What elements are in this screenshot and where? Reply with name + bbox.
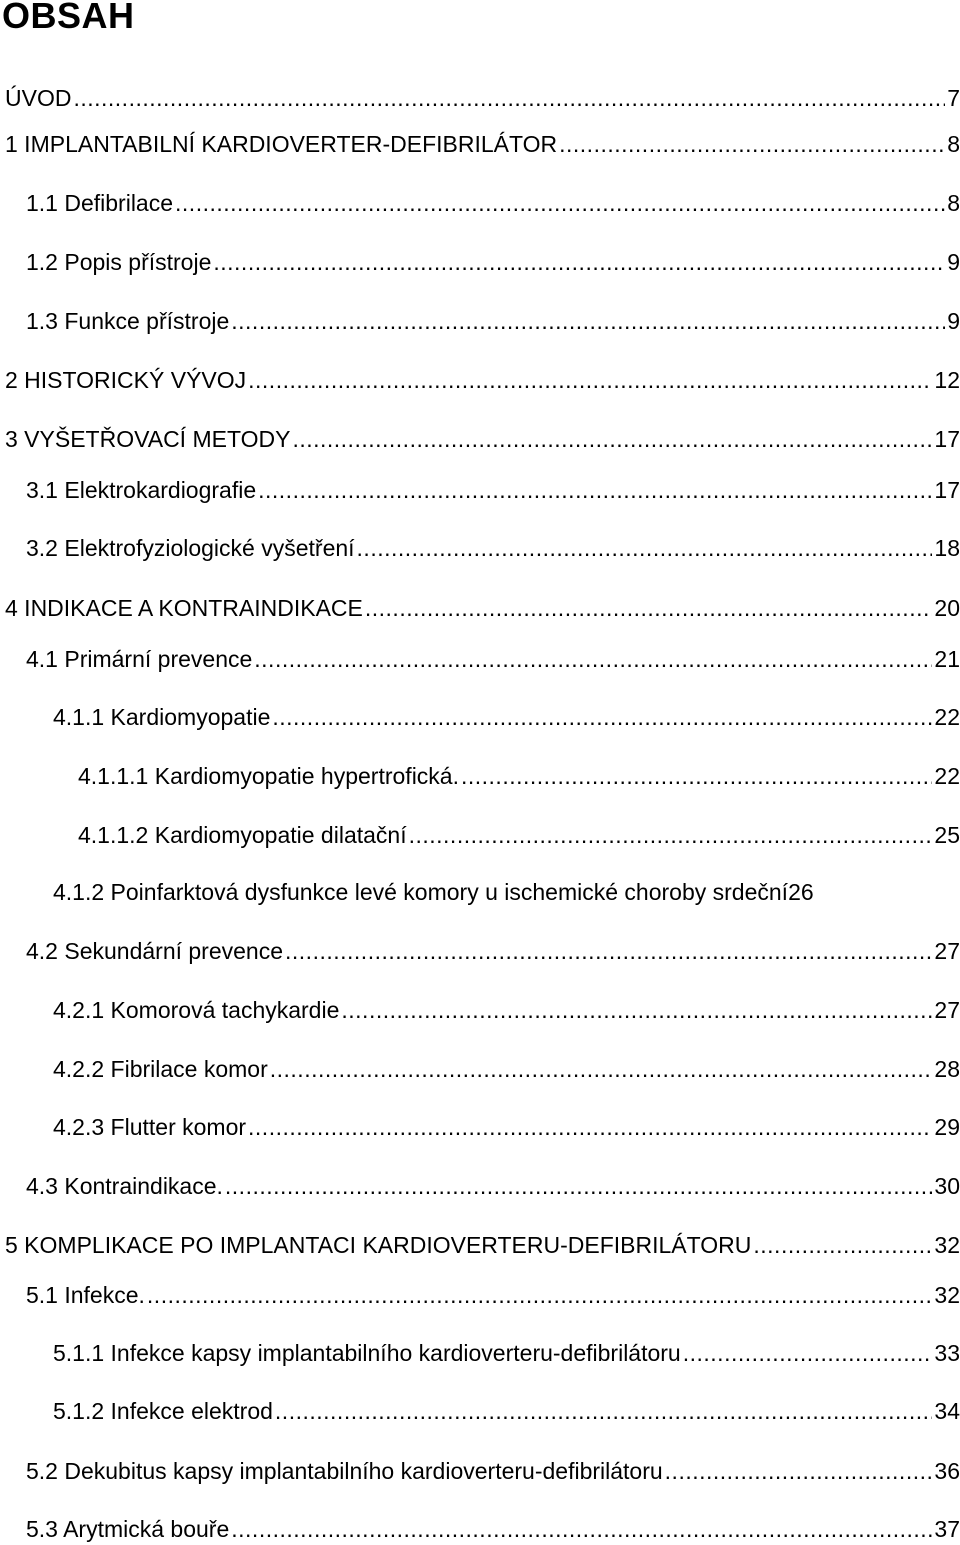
toc-entry-4-2-1[interactable] (53, 994, 960, 1026)
toc-page-number: 29 (934, 1114, 960, 1140)
toc-page-number: 9 (947, 249, 960, 275)
toc-page-number: 22 (934, 704, 960, 730)
toc-entry-label: 4.1.1 Kardiomyopatie (53, 704, 271, 730)
toc-leader-dots (258, 474, 932, 506)
toc-entry-5-1[interactable] (26, 1279, 960, 1311)
toc-entry-3[interactable] (5, 423, 960, 455)
toc-entry-label: 5 KOMPLIKACE PO IMPLANTACI KARDIOVERTERU-DEFIBRILÁTORU (5, 1232, 752, 1258)
toc-entry-4-2[interactable] (26, 935, 960, 967)
toc-entry-label: 4.1 Primární prevence (26, 646, 253, 672)
toc-entry-label: 4 INDIKACE A KONTRAINDIKACE (5, 595, 363, 621)
toc-entry-1-3[interactable] (26, 305, 960, 337)
toc-page-number: 34 (934, 1398, 960, 1424)
toc-page-number: 32 (934, 1282, 960, 1308)
toc-entry-5-1-1[interactable] (53, 1337, 960, 1369)
toc-entry-1[interactable] (5, 128, 960, 160)
toc-entry-label: 4.2.3 Flutter komor (53, 1114, 247, 1140)
toc-leader-dots (248, 1111, 932, 1143)
toc-page-number: 12 (934, 367, 960, 393)
toc-leader-dots (175, 187, 945, 219)
toc-entry-4-1-1[interactable] (53, 701, 960, 733)
toc-entry-4-3[interactable] (26, 1170, 960, 1202)
toc-entry-label: 4.2.1 Komorová tachykardie (53, 997, 340, 1023)
toc-entry-label: 1.2 Popis přístroje (26, 249, 212, 275)
toc-page-number: 25 (934, 822, 960, 848)
toc-entry-3-1[interactable] (26, 474, 960, 506)
toc-entry-1-1[interactable] (26, 187, 960, 219)
toc-entry-label: 2 HISTORICKÝ VÝVOJ (5, 367, 247, 393)
toc-page-number: 8 (947, 131, 960, 157)
toc-leader-dots (254, 643, 932, 675)
toc-entry-5-1-2[interactable] (53, 1395, 960, 1427)
toc-leader-dots (231, 1513, 932, 1545)
toc-entry-label: 4.1.1.1 Kardiomyopatie hypertrofická. (78, 763, 459, 789)
toc-page-number: 37 (934, 1516, 960, 1542)
toc-page-number: 21 (934, 646, 960, 672)
toc-entry-label: 4.3 Kontraindikace. (26, 1173, 223, 1199)
toc-entry-5[interactable] (5, 1229, 960, 1261)
toc-page-number: 17 (934, 426, 960, 452)
toc-leader-dots (248, 364, 932, 396)
toc-leader-dots (285, 935, 932, 967)
toc-leader-dots (231, 305, 945, 337)
page-title: OBSAH (2, 0, 135, 36)
toc-entry-4-1-1-1[interactable] (78, 760, 960, 792)
toc-entry-label: 1.3 Funkce přístroje (26, 308, 230, 334)
toc-entry-label: 5.3 Arytmická bouře (26, 1516, 230, 1542)
toc-page-number: 9 (947, 308, 960, 334)
toc-page-number: 32 (934, 1232, 960, 1258)
toc-page-number: 17 (934, 477, 960, 503)
toc-entry-3-2[interactable] (26, 532, 960, 564)
toc-entry-label: 4.2.2 Fibrilace komor (53, 1056, 268, 1082)
toc-entry-4-1[interactable] (26, 643, 960, 675)
toc-leader-dots (559, 128, 945, 160)
toc-leader-dots (665, 1455, 933, 1487)
toc-leader-dots (292, 423, 932, 455)
toc-entry-4-2-3[interactable] (53, 1111, 960, 1143)
toc-page-number: 18 (934, 535, 960, 561)
toc-leader-dots (213, 246, 945, 278)
toc-page-number: 20 (934, 595, 960, 621)
toc-entry-4-1-1-2[interactable] (78, 819, 960, 851)
toc-leader-dots (341, 994, 932, 1026)
toc-leader-dots (73, 82, 945, 114)
toc-entry-label: 5.1.2 Infekce elektrod (53, 1398, 273, 1424)
toc-entry-1-2[interactable] (26, 246, 960, 278)
toc-entry-5-3[interactable] (26, 1513, 960, 1545)
toc-page-number: 30 (934, 1173, 960, 1199)
toc-page-number: 36 (934, 1458, 960, 1484)
toc-leader-dots (272, 701, 932, 733)
toc-entry-label: 1.1 Defibrilace (26, 190, 174, 216)
toc-page-number: 26 (788, 879, 814, 905)
toc-entry-label: 3.1 Elektrokardiografie (26, 477, 257, 503)
toc-entry-uvod[interactable] (5, 82, 960, 114)
toc-leader-dots (270, 1053, 933, 1085)
toc-entry-label: 4.1.1.2 Kardiomyopatie dilatační (78, 822, 407, 848)
toc-leader-dots (461, 760, 932, 792)
toc-entry-4-2-2[interactable] (53, 1053, 960, 1085)
toc-entry-2[interactable] (5, 364, 960, 396)
toc-entry-label: 5.1.1 Infekce kapsy implantabilního kardioverteru-defibrilátoru (53, 1340, 681, 1366)
toc-leader-dots (225, 1170, 933, 1202)
toc-leader-dots (275, 1395, 932, 1427)
toc-entry-label: ÚVOD (5, 85, 72, 111)
toc-entry-4-1-2[interactable] (53, 876, 960, 908)
toc-entry-label: 3.2 Elektrofyziologické vyšetření (26, 535, 355, 561)
toc-page-number: 27 (934, 938, 960, 964)
toc-leader-dots (683, 1337, 933, 1369)
toc-leader-dots (357, 532, 933, 564)
toc-page-number: 8 (947, 190, 960, 216)
toc-page-number: 27 (934, 997, 960, 1023)
toc-entry-label: 5.2 Dekubitus kapsy implantabilního kardioverteru-defibrilátoru (26, 1458, 663, 1484)
toc-leader-dots (409, 819, 933, 851)
toc-entry-label: 3 VYŠETŘOVACÍ METODY (5, 426, 291, 452)
toc-entry-label: 4.1.2 Poinfarktová dysfunkce levé komory u ischemické choroby srdeční (53, 879, 789, 905)
toc-entry-label: 4.2 Sekundární prevence (26, 938, 284, 964)
toc-page-number: 33 (934, 1340, 960, 1366)
toc-leader-dots (147, 1279, 932, 1311)
toc-leader-dots (365, 592, 933, 624)
toc-page-number: 22 (934, 763, 960, 789)
toc-entry-4[interactable] (5, 592, 960, 624)
toc-entry-5-2[interactable] (26, 1455, 960, 1487)
toc-entry-label: 5.1 Infekce. (26, 1282, 145, 1308)
toc-entry-label: 1 IMPLANTABILNÍ KARDIOVERTER-DEFIBRILÁTOR (5, 131, 558, 157)
toc-page-number: 7 (947, 85, 960, 111)
toc-leader-dots (753, 1229, 932, 1261)
toc-page-number: 28 (934, 1056, 960, 1082)
